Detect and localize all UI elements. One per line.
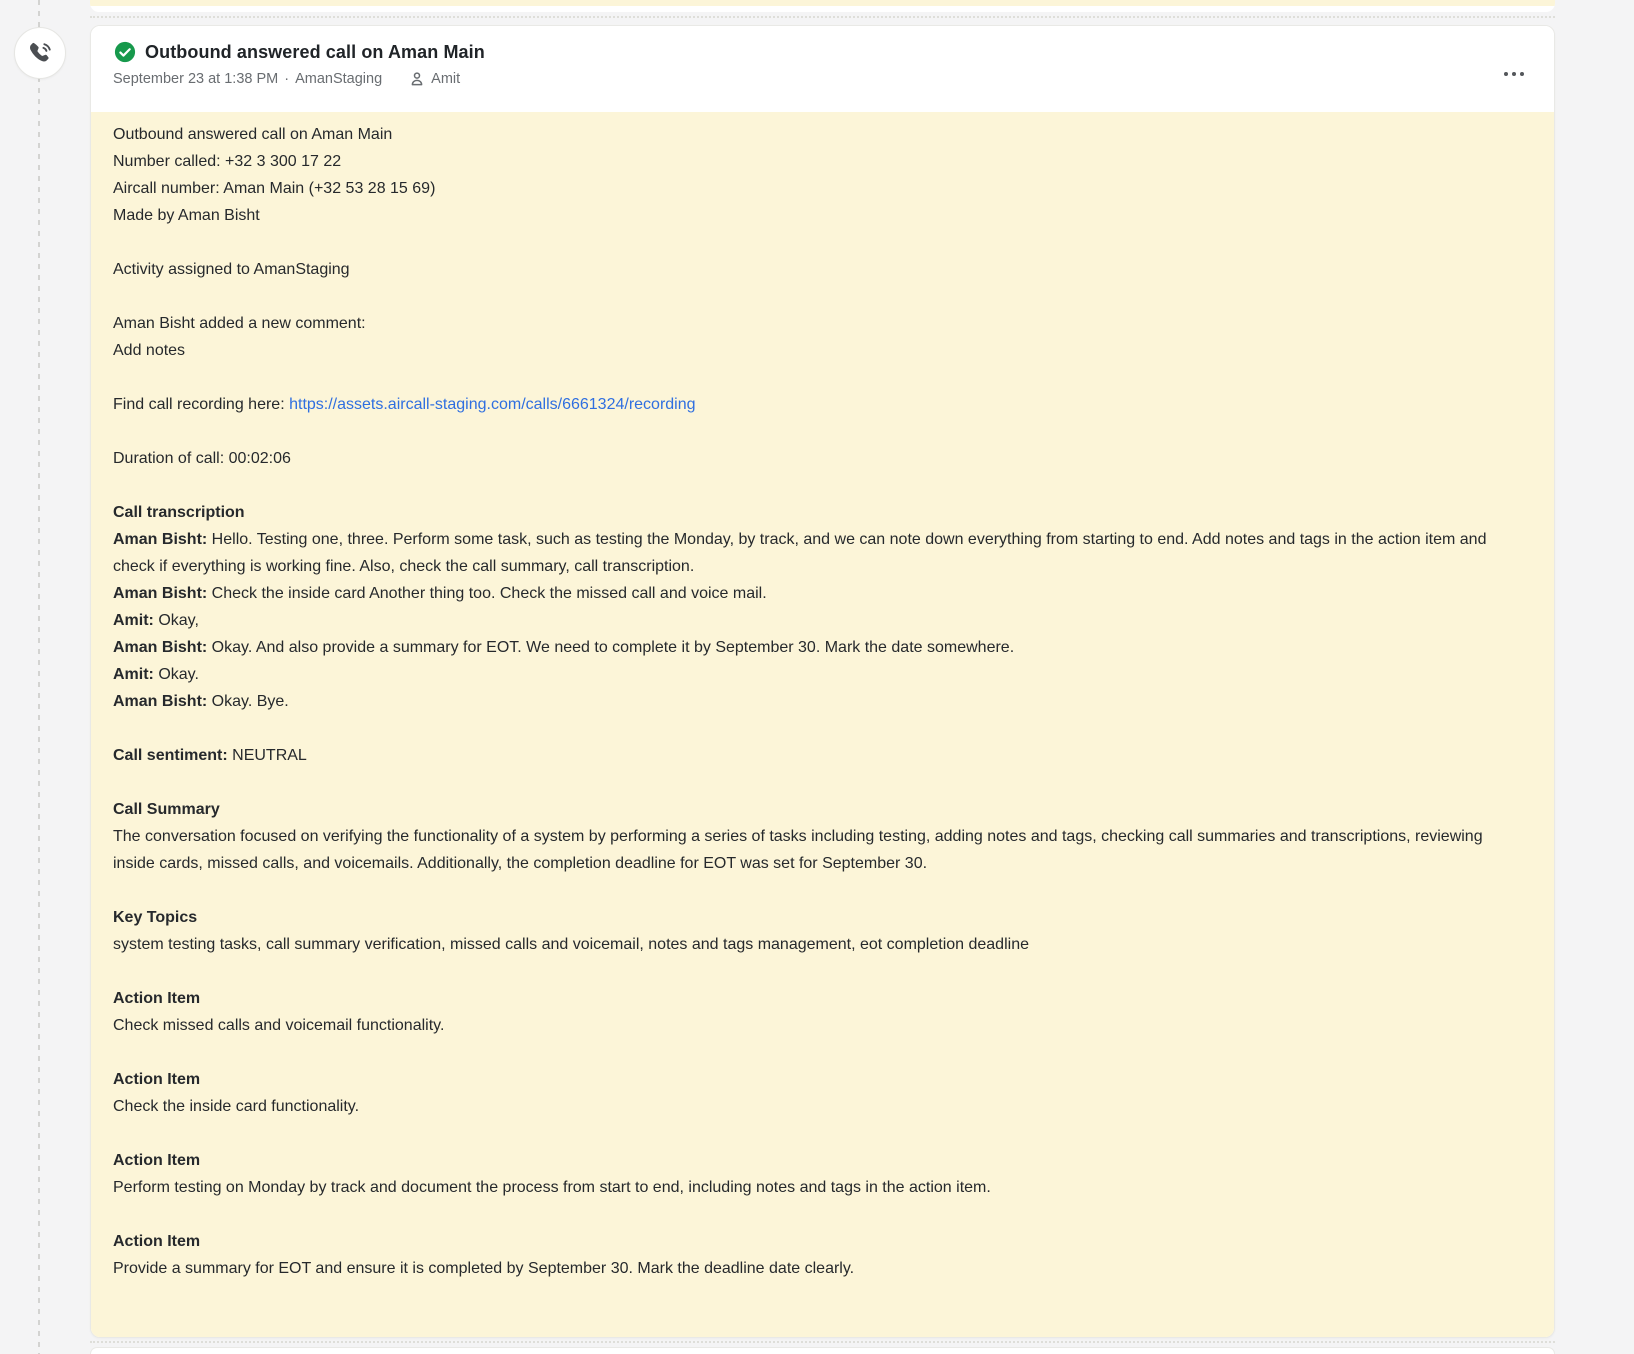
note-paragraph	[113, 499, 1528, 715]
note-line	[113, 634, 1528, 661]
note-paragraph	[113, 985, 1528, 1039]
note-paragraph	[113, 256, 1528, 283]
activity-card	[90, 25, 1555, 1338]
note-text: Aircall number: Aman Main (+32 53 28 15 69)	[113, 180, 436, 197]
note-text: Okay. Bye.	[207, 693, 289, 710]
phone-call-icon	[28, 41, 53, 66]
note-paragraph	[113, 445, 1528, 472]
note-bold-label: Amit:	[113, 612, 154, 629]
note-line	[113, 175, 1528, 202]
note-line	[113, 337, 1528, 364]
note-text: Find call recording here:	[113, 396, 290, 413]
ellipsis-icon	[1520, 72, 1524, 76]
note-paragraph	[113, 1228, 1528, 1282]
note-line	[113, 256, 1528, 283]
note-text: Okay.	[153, 666, 199, 683]
note-line	[113, 1147, 1528, 1174]
activity-meta	[113, 71, 1530, 87]
note-body	[91, 112, 1554, 1337]
activity-card-header	[91, 26, 1554, 112]
note-text: Check the inside card Another thing too. Check the missed call and voice mail.	[207, 585, 767, 602]
note-line	[113, 796, 1528, 823]
note-bold-label: Action Item	[113, 1071, 201, 1088]
note-text: NEUTRAL	[227, 747, 307, 764]
note-text: Hello. Testing one, three. Perform some task, such as testing the Monday, by track, and we can note down everything from starting to end. Add notes and tags in the action item and check if everything is working fine. Also, check the call summary, call transcription.	[113, 531, 1487, 575]
note-paragraph	[113, 796, 1528, 877]
meta-separator: ·	[284, 71, 290, 87]
note-line	[113, 742, 1528, 769]
note-text: Outbound answered call on Aman Main	[113, 126, 393, 143]
note-text: Check the inside card functionality.	[113, 1098, 360, 1115]
note-line	[113, 688, 1528, 715]
note-line	[113, 499, 1528, 526]
note-text: Okay. And also provide a summary for EOT. We need to complete it by September 30. Mark the date somewhere.	[207, 639, 1015, 656]
note-line	[113, 661, 1528, 688]
note-paragraph	[113, 391, 1528, 418]
note-line	[113, 985, 1528, 1012]
ellipsis-icon	[1504, 72, 1508, 76]
note-paragraph	[113, 904, 1528, 958]
note-text: Activity assigned to AmanStaging	[113, 261, 350, 278]
note-line	[113, 202, 1528, 229]
note-bold-label: Action Item	[113, 1152, 201, 1169]
note-line	[113, 1255, 1528, 1282]
note-line	[113, 391, 1528, 418]
note-line	[113, 1174, 1528, 1201]
activity-title: Outbound answered call on Aman Main	[145, 41, 485, 62]
note-line	[113, 1228, 1528, 1255]
note-bold-label: Amit:	[113, 666, 154, 683]
note-text: Duration of call: 00:02:06	[113, 450, 291, 467]
person-icon	[409, 71, 425, 87]
note-line	[113, 607, 1528, 634]
activity-timestamp: September 23 at 1:38 PM	[113, 71, 279, 87]
previous-activity-card-edge	[90, 0, 1555, 12]
note-text: Perform testing on Monday by track and document the process from start to end, including notes and tags in the action item.	[113, 1179, 991, 1196]
note-text: Check missed calls and voicemail functionality.	[113, 1017, 445, 1034]
note-text: Add notes	[113, 342, 186, 359]
note-paragraph	[113, 742, 1528, 769]
note-bold-label: Aman Bisht:	[113, 531, 208, 548]
note-line	[113, 1066, 1528, 1093]
note-text: Provide a summary for EOT and ensure it is completed by September 30. Mark the deadline date clearly.	[113, 1260, 855, 1277]
call-activity-badge	[14, 27, 66, 79]
note-text: Made by Aman Bisht	[113, 207, 260, 224]
note-text: system testing tasks, call summary verification, missed calls and voicemail, notes and tags management, eot completion deadline	[113, 936, 1029, 953]
note-bold-label: Call Summary	[113, 801, 220, 818]
note-bold-label: Aman Bisht:	[113, 585, 208, 602]
note-line	[113, 121, 1528, 148]
next-activity-card-edge	[90, 1347, 1555, 1354]
note-line	[113, 580, 1528, 607]
note-bold-label: Action Item	[113, 990, 201, 1007]
note-text: The conversation focused on verifying the functionality of a system by performing a series of tasks including testing, adding notes and tags, checking call summaries and transcriptions, reviewing inside cards, missed calls, and voicemails. Additionally, the completion deadline for EOT was set for September 30.	[113, 828, 1483, 872]
note-line	[113, 904, 1528, 931]
note-text: Aman Bisht added a new comment:	[113, 315, 366, 332]
note-line	[113, 310, 1528, 337]
more-options-button[interactable]	[1500, 64, 1528, 84]
note-line	[113, 445, 1528, 472]
note-bold-label: Call transcription	[113, 504, 245, 521]
owner-chip[interactable]	[409, 71, 460, 87]
ellipsis-icon	[1512, 72, 1516, 76]
note-line	[113, 148, 1528, 175]
note-paragraph	[113, 121, 1528, 229]
note-line	[113, 823, 1528, 877]
previous-note-strip	[90, 0, 1555, 6]
title-row	[114, 41, 1530, 63]
note-text: Number called: +32 3 300 17 22	[113, 153, 342, 170]
timeline-connector	[38, 0, 40, 1354]
check-circle-icon	[114, 41, 136, 63]
note-paragraph	[113, 310, 1528, 364]
note-bold-label: Action Item	[113, 1233, 201, 1250]
note-bold-label: Aman Bisht:	[113, 639, 208, 656]
note-bold-label: Key Topics	[113, 909, 198, 926]
note-text: Okay,	[153, 612, 199, 629]
note-line	[113, 931, 1528, 958]
note-bold-label: Aman Bisht:	[113, 693, 208, 710]
note-paragraph	[113, 1066, 1528, 1120]
note-bold-label: Call sentiment:	[113, 747, 228, 764]
timeline-dotted-separator	[90, 1341, 1555, 1343]
note-paragraph	[113, 1147, 1528, 1201]
note-line	[113, 1012, 1528, 1039]
note-line	[113, 526, 1528, 580]
note-line	[113, 1093, 1528, 1120]
activity-assignee: AmanStaging	[295, 71, 383, 87]
call-recording-link[interactable]: https://assets.aircall-staging.com/calls/6661324/recording	[289, 396, 696, 413]
timeline-dotted-separator	[90, 16, 1555, 18]
owner-name: Amit	[431, 71, 461, 87]
